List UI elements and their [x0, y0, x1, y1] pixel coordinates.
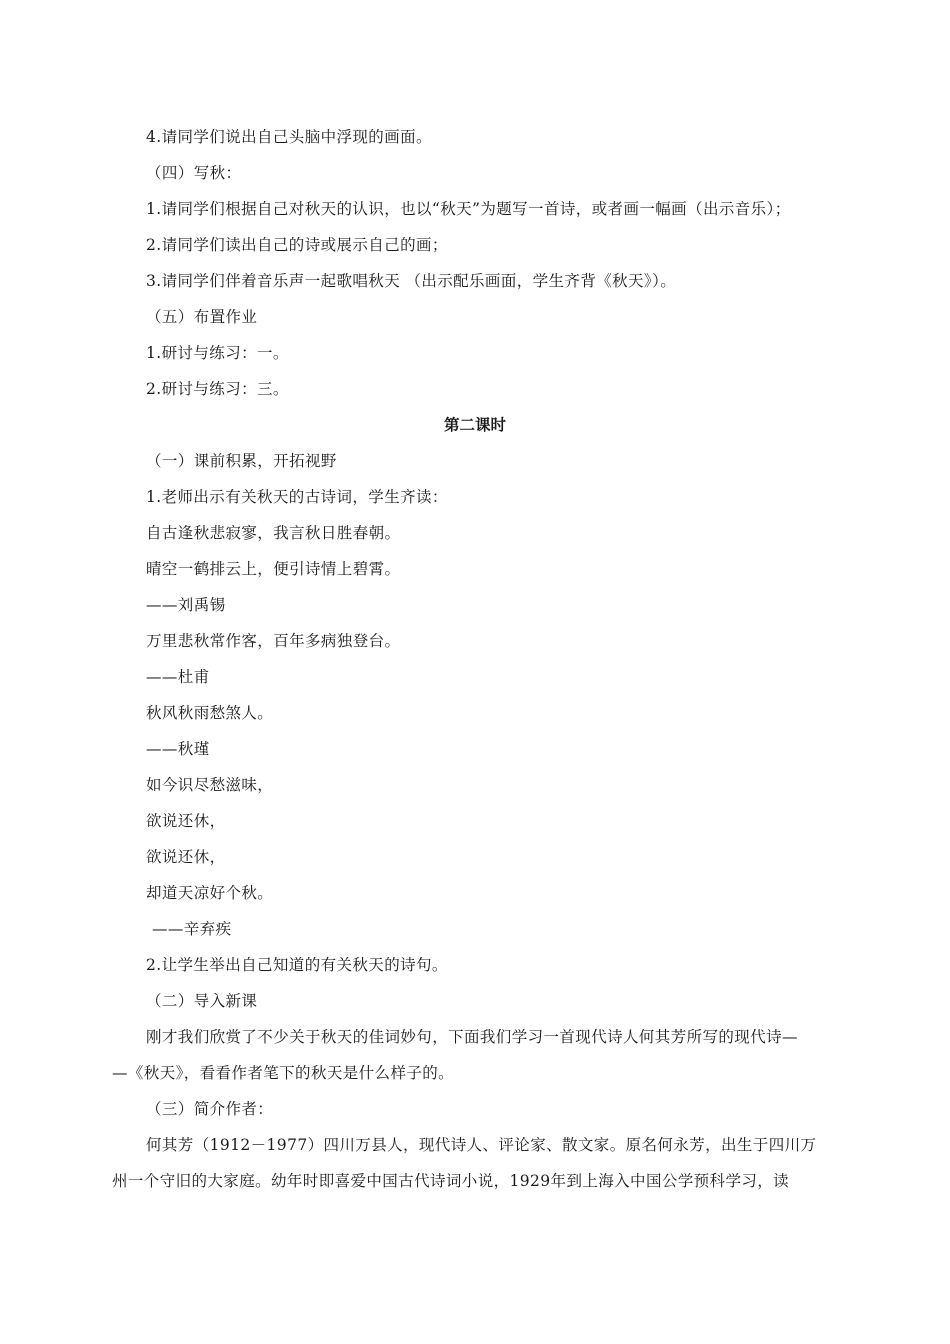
text-line: 3.请同学们伴着音乐声一起歌唱秋天 （出示配乐画面，学生齐背《秋天》）。 [146, 272, 677, 290]
poem-author: ——辛弃疾 [152, 920, 232, 938]
paragraph-line: 何其芳（1912－1977）四川万县人，现代诗人、评论家、散文家。原名何永芳，出生于四川万 [146, 1136, 817, 1154]
text-line: 2.请同学们读出自己的诗或展示自己的画； [146, 236, 448, 254]
section-heading: （四）写秋： [146, 164, 242, 182]
poem-author: ——秋瑾 [146, 740, 210, 758]
section-heading: （一）课前积累，开拓视野 [146, 452, 337, 470]
text-line: 1.研讨与练习：一。 [146, 344, 289, 362]
section-heading: （二）导入新课 [146, 992, 258, 1010]
poem-line: 万里悲秋常作客，百年多病独登台。 [146, 632, 401, 650]
text-line: 2.研讨与练习：三。 [146, 380, 289, 398]
poem-line: 如今识尽愁滋味， [146, 776, 274, 794]
poem-line: 欲说还休， [146, 848, 226, 866]
poem-author: ——杜甫 [146, 668, 210, 686]
poem-author: ——刘禹锡 [146, 596, 226, 614]
text-line: 1.老师出示有关秋天的古诗词，学生齐读： [146, 488, 448, 506]
section-heading: （三）简介作者： [146, 1100, 274, 1118]
paragraph-line: 州一个守旧的大家庭。幼年时即喜爱中国古代诗词小说，1929年到上海入中国公学预科学习，读 [112, 1172, 790, 1190]
poem-line: 却道天凉好个秋。 [146, 884, 274, 902]
text-line: 1.请同学们根据自己对秋天的认识，也以“秋天”为题写一首诗，或者画一幅画（出示音乐）； [146, 200, 791, 218]
section-title: 第二课时 [443, 416, 506, 434]
poem-line: 秋风秋雨愁煞人。 [146, 704, 274, 722]
section-heading: （五）布置作业 [146, 308, 258, 326]
poem-line: 欲说还休， [146, 812, 226, 830]
paragraph-line: —《秋天》，看看作者笔下的秋天是什么样子的。 [112, 1064, 455, 1082]
text-line: 2.让学生举出自己知道的有关秋天的诗句。 [146, 956, 448, 974]
poem-line: 自古逢秋悲寂寥，我言秋日胜春朝。 [146, 524, 401, 542]
poem-line: 晴空一鹤排云上，便引诗情上碧霄。 [146, 560, 401, 578]
text-line: 4.请同学们说出自己头脑中浮现的画面。 [146, 128, 432, 146]
paragraph-line: 刚才我们欣赏了不少关于秋天的佳词妙句，下面我们学习一首现代诗人何其芳所写的现代诗— [146, 1028, 798, 1046]
